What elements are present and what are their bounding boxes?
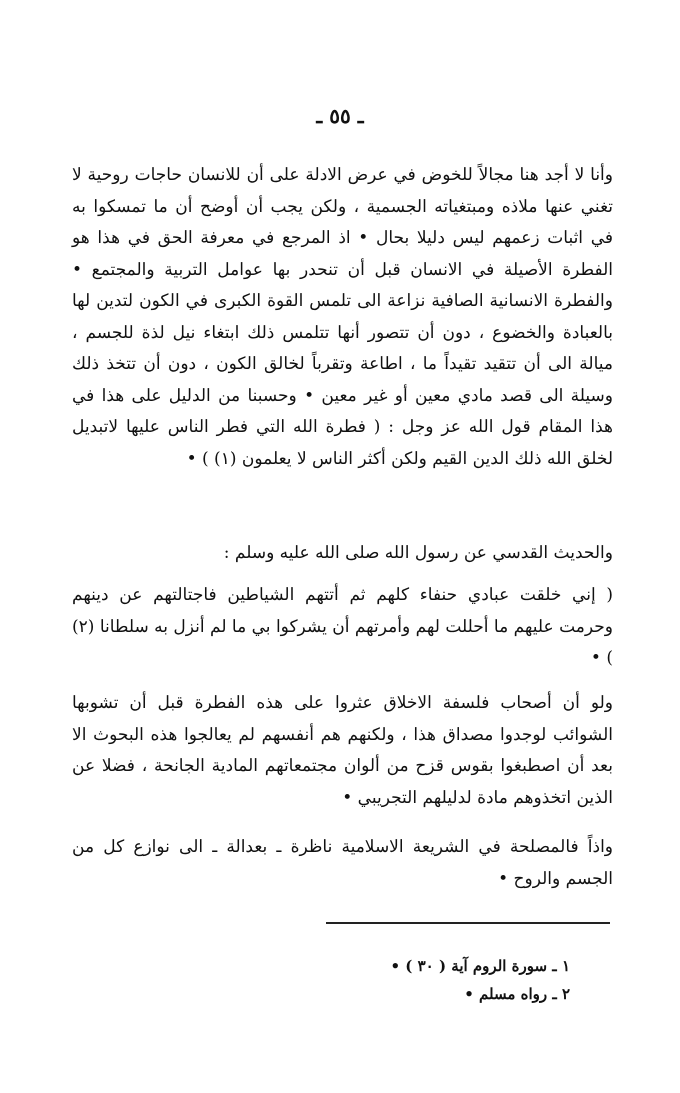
footnote-1: ١ ـ سورة الروم آية ( ٣٠ ) • [390,957,570,975]
footnotes [200,952,570,1008]
footnote-2: ٢ ـ رواه مسلم • [464,985,570,1003]
paragraph-intro: وأنا لا أجد هنا مجالاً للخوض في عرض الادلة على أن للانسان حاجات روحية لا تغني عنها ملاذه ومبتغياته الجسمية ، ولكن يجب أن أوضح أن ما تمسكوا به في اثبات زعمهم ليس دليلا بحال • اذ المرجع في معرفة الحق في هذا هو الفطرة الأصيلة في الانسان قبل أن تنحدر بها عوامل التربية والمجتمع • والفطرة الانسانية الصافية نزاعة الى تلمس القوة الكبرى في الكون لتدين لها بالعبادة والخضوع ، دون أن تتصور أنها تتلمس ذلك ابتغاء نيل لذة للجسم ، ميالة الى أن تتقيد تقيداً ما ، اطاعة وتقرباً لخالق الكون ، دون أن تتخذ ذلك وسيلة الى قصد مادي معين أو غير معين • وحسبنا من الدليل على هذا في هذا المقام قول الله عز وجل : ( فطرة الله التي فطر الناس عليها لاتبديل لخلق الله ذلك الدين القيم ولكن أكثر الناس لا يعلمون (١) ) • [72,165,613,469]
paragraph-ethics-philosophy: ولو أن أصحاب فلسفة الاخلاق عثروا على هذه الفطرة قبل أن تشوبها الشوائب لوجدوا مصداق هذا ، ولكنهم هم أنفسهم لم يعالجوا هذه البحوث الا بعد أن اصطبغوا بقوس قزح من ألوان مجتمعاتهم المادية الجانحة ، فضلا عن الذين اتخذوهم مادة لدليلهم التجريبي • [72,693,613,808]
paragraph-hadith-intro: والحديث القدسي عن رسول الله صلى الله عليه وسلم : [223,543,613,563]
page-number: ـ ٥٥ ـ [316,104,364,128]
paragraph-conclusion: واذاً فالمصلحة في الشريعة الاسلامية ناظرة ـ بعدالة ـ الى نوازع كل من الجسم والروح • [72,837,613,889]
paragraph-hadith-quote: ( إني خلقت عبادي حنفاء كلهم ثم أتتهم الشياطين فاجتالتهم عن دينهم وحرمت عليهم ما أحللت لهم وأمرتهم أن يشركوا بي ما لم أنزل به سلطانا (٢) ) • [72,585,613,668]
footnote-divider [326,922,610,924]
